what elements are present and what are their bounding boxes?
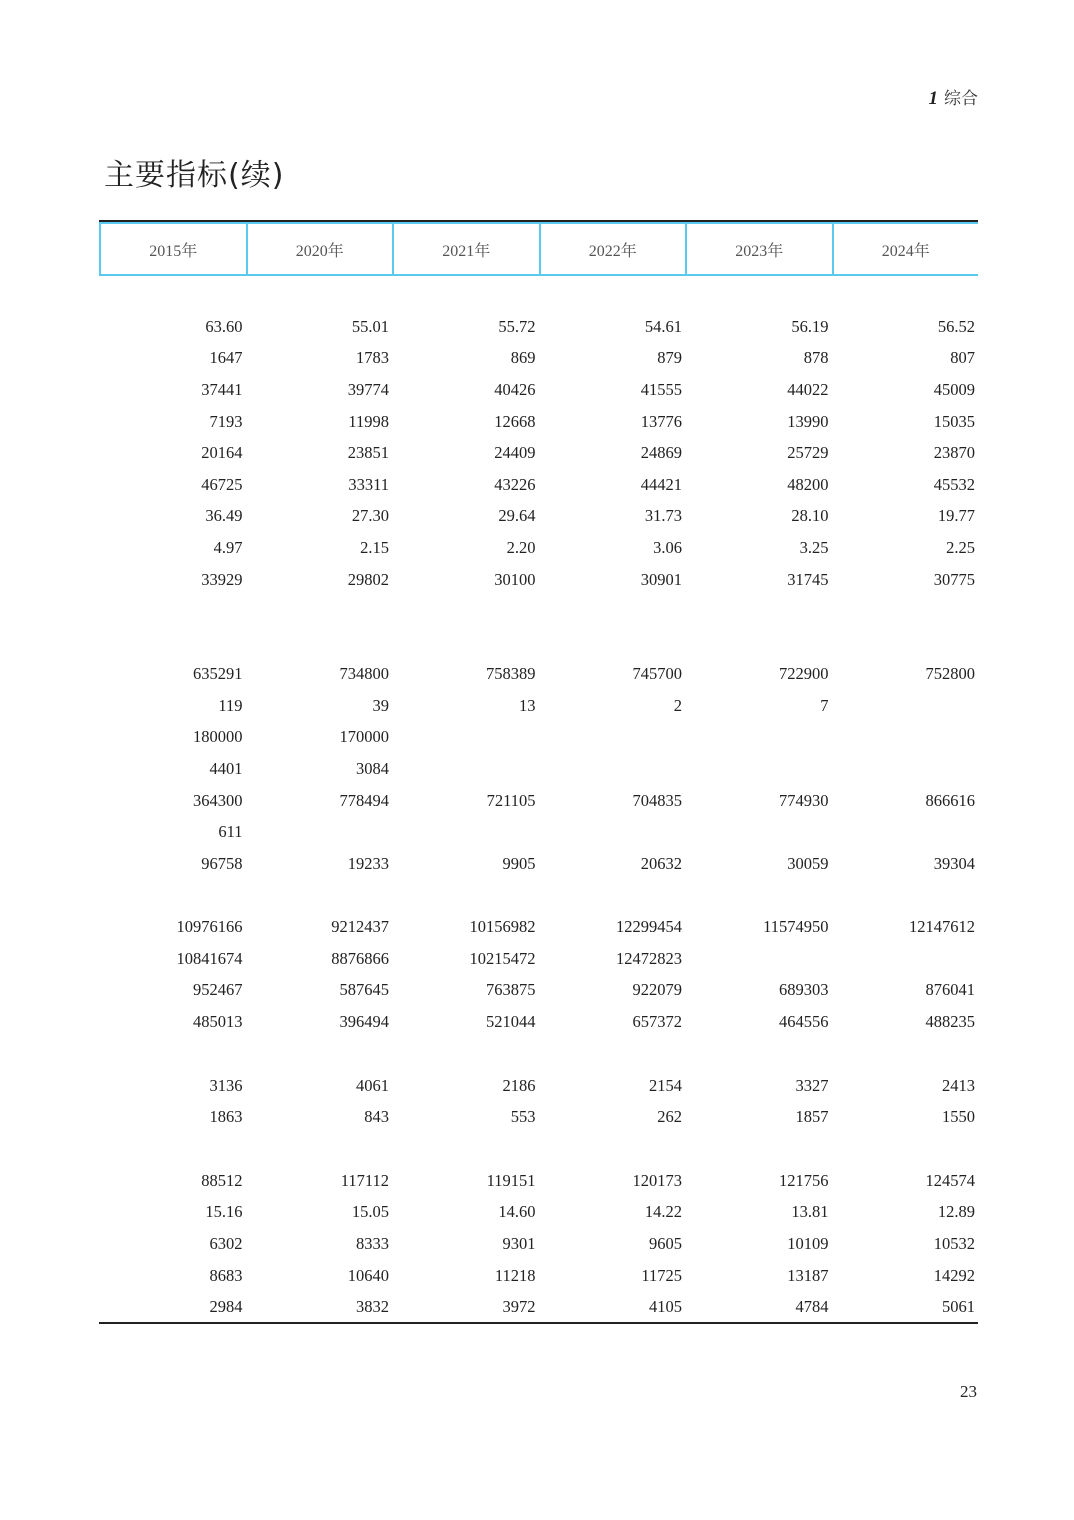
table-cell: 8333: [356, 1234, 389, 1254]
table-row: [99, 912, 978, 944]
table-cell: 31745: [787, 569, 829, 589]
table-cell: 15.16: [205, 1202, 243, 1222]
table-row: [99, 658, 978, 690]
table-cell: 262: [657, 1107, 682, 1127]
table-cell: 2186: [502, 1075, 536, 1095]
table-cell: 587645: [339, 980, 389, 1000]
table-cell: 689303: [779, 980, 829, 1000]
table-cell: 6302: [209, 1234, 243, 1254]
page-number: 23: [960, 1382, 977, 1401]
table-cell: 14292: [933, 1265, 975, 1285]
table-cell: 1647: [209, 348, 243, 368]
table-cell: 2.15: [360, 537, 389, 557]
table-row: [99, 564, 978, 596]
table-cell: 88512: [201, 1170, 243, 1190]
table-cell: 2.25: [946, 537, 975, 557]
page-title: 主要指标(续): [104, 158, 285, 193]
table-cell: 20632: [640, 853, 682, 873]
table-cell: 745700: [632, 664, 682, 684]
table-cell: 464556: [779, 1012, 829, 1032]
table-row: [99, 406, 978, 438]
table-cell: 843: [364, 1107, 389, 1127]
table-cell: 4061: [356, 1075, 389, 1095]
table-cell: 12147612: [909, 917, 975, 937]
row-group: [99, 1133, 978, 1323]
column-header: 2024年: [833, 222, 979, 276]
table-cell: 866616: [925, 790, 975, 810]
row-group: [99, 595, 978, 879]
table-cell: 1550: [942, 1107, 975, 1127]
column-header: 2021年: [393, 222, 540, 276]
table-cell: 9301: [502, 1234, 536, 1254]
table-cell: 4401: [209, 758, 243, 778]
table-cell: 3.25: [799, 537, 829, 557]
table-cell: 27.30: [351, 506, 389, 526]
table-cell: 4.97: [213, 537, 243, 557]
table-cell: 2: [673, 695, 682, 715]
table-cell: 19233: [347, 853, 389, 873]
table-cell: 12472823: [616, 948, 682, 968]
table-cell: 55.01: [351, 316, 389, 336]
table-cell: 63.60: [205, 316, 243, 336]
table-bottom-rule: [99, 1322, 978, 1324]
table-cell: 364300: [193, 790, 243, 810]
table-cell: 3832: [356, 1297, 389, 1317]
table-cell: 879: [657, 348, 682, 368]
table-cell: 19.77: [937, 506, 975, 526]
table-row: [99, 1197, 978, 1229]
table-cell: 15035: [933, 411, 975, 431]
table-cell: 1783: [356, 348, 389, 368]
column-header: 2022年: [540, 222, 687, 276]
table-row: [99, 690, 978, 722]
table-cell: 704835: [632, 790, 682, 810]
table-cell: 488235: [925, 1012, 975, 1032]
table-cell: 922079: [632, 980, 682, 1000]
table-cell: 180000: [193, 727, 243, 747]
table-cell: 23870: [933, 443, 975, 463]
table-cell: 44022: [787, 379, 829, 399]
table-cell: 734800: [339, 664, 389, 684]
table-cell: 807: [950, 348, 975, 368]
column-header: 2015年: [99, 222, 247, 276]
table-cell: 721105: [486, 790, 536, 810]
table-cell: 3972: [502, 1297, 536, 1317]
table-cell: 10841674: [176, 948, 243, 968]
table-cell: 29802: [347, 569, 389, 589]
table-cell: 9212437: [331, 917, 389, 937]
table-cell: 45532: [933, 474, 975, 494]
table-cell: 39: [372, 695, 389, 715]
table-row: [99, 437, 978, 469]
table-row: [99, 469, 978, 501]
table-row: [99, 753, 978, 785]
table-cell: 33929: [201, 569, 243, 589]
table-row: [99, 1260, 978, 1292]
table-cell: 12668: [494, 411, 536, 431]
table-cell: 8683: [209, 1265, 243, 1285]
table-cell: 3084: [356, 758, 389, 778]
table-cell: 12299454: [616, 917, 682, 937]
table-cell: 635291: [193, 664, 243, 684]
table-cell: 13: [519, 695, 536, 715]
table-cell: 30901: [640, 569, 682, 589]
table-cell: 14.60: [498, 1202, 536, 1222]
chapter-number: 1: [928, 88, 938, 109]
table-row: [99, 343, 978, 375]
table-cell: 758389: [486, 664, 536, 684]
table-cell: 7: [820, 695, 829, 715]
table-cell: 15.05: [351, 1202, 389, 1222]
table-cell: 96758: [201, 853, 243, 873]
table-cell: 13187: [787, 1265, 829, 1285]
table-cell: 2154: [649, 1075, 682, 1095]
table-cell: 553: [510, 1107, 536, 1127]
table-cell: 485013: [193, 1012, 243, 1032]
table-cell: 10215472: [469, 948, 536, 968]
table-row: [99, 943, 978, 975]
table-cell: 10156982: [469, 917, 536, 937]
table-cell: 48200: [787, 474, 829, 494]
table-cell: 170000: [339, 727, 389, 747]
table-row: [99, 1101, 978, 1133]
table-cell: 5061: [942, 1297, 975, 1317]
table-cell: 31.73: [644, 506, 682, 526]
table-cell: 521044: [486, 1012, 536, 1032]
table-cell: 119: [218, 695, 243, 715]
row-group: [99, 1038, 978, 1133]
table-cell: 119151: [486, 1170, 536, 1190]
table-cell: 33311: [348, 474, 389, 494]
table-cell: 13.81: [791, 1202, 829, 1222]
table-row: [99, 816, 978, 848]
table-cell: 54.61: [644, 316, 682, 336]
table-cell: 39304: [933, 853, 975, 873]
table-cell: 45009: [933, 379, 975, 399]
table-cell: 10640: [347, 1265, 389, 1285]
table-cell: 13990: [787, 411, 829, 431]
table-row: [99, 532, 978, 564]
table-row: [99, 1228, 978, 1260]
table-cell: 40426: [494, 379, 536, 399]
indicator-table: [99, 220, 978, 1323]
table-cell: 37441: [201, 379, 243, 399]
table-cell: 752800: [925, 664, 975, 684]
table-cell: 24869: [640, 443, 682, 463]
table-cell: 11574950: [763, 917, 829, 937]
table-cell: 10976166: [176, 917, 243, 937]
table-cell: 2.20: [506, 537, 536, 557]
table-row: [99, 311, 978, 343]
table-cell: 2984: [209, 1297, 243, 1317]
table-cell: 24409: [494, 443, 536, 463]
table-cell: 46725: [201, 474, 243, 494]
table-cell: 878: [803, 348, 829, 368]
table-cell: 13776: [640, 411, 682, 431]
chapter-header: [929, 84, 979, 110]
table-cell: 10109: [787, 1234, 829, 1254]
table-row: [99, 975, 978, 1007]
table-row: [99, 501, 978, 533]
table-cell: 20164: [201, 443, 243, 463]
table-cell: 11218: [494, 1265, 536, 1285]
table-row: [99, 785, 978, 817]
table-row: [99, 1291, 978, 1323]
column-header: 2020年: [247, 222, 394, 276]
table-cell: 9605: [649, 1234, 682, 1254]
table-cell: 1863: [209, 1107, 243, 1127]
table-row: [99, 1006, 978, 1038]
table-cell: 55.72: [498, 316, 536, 336]
table-cell: 44421: [640, 474, 682, 494]
table-cell: 9905: [502, 853, 536, 873]
table-cell: 121756: [779, 1170, 829, 1190]
table-row: [99, 848, 978, 880]
table-cell: 1857: [795, 1107, 829, 1127]
table-row: [99, 722, 978, 754]
table-cell: 30775: [933, 569, 975, 589]
table-body: [99, 276, 978, 1323]
table-cell: 43226: [494, 474, 536, 494]
table-cell: 2413: [942, 1075, 975, 1095]
table-cell: 30059: [787, 853, 829, 873]
table-cell: 28.10: [791, 506, 829, 526]
table-cell: 763875: [486, 980, 536, 1000]
table-cell: 778494: [339, 790, 389, 810]
table-row: [99, 1165, 978, 1197]
table-cell: 611: [218, 822, 243, 842]
table-cell: 14.22: [644, 1202, 682, 1222]
table-cell: 396494: [339, 1012, 389, 1032]
table-cell: 124574: [925, 1170, 975, 1190]
table-cell: 774930: [779, 790, 829, 810]
table-cell: 30100: [494, 569, 536, 589]
table-cell: 29.64: [498, 506, 536, 526]
table-cell: 56.52: [937, 316, 975, 336]
table-cell: 722900: [779, 664, 829, 684]
column-header: 2023年: [686, 222, 833, 276]
table-cell: 869: [510, 348, 536, 368]
table-header-row: [99, 220, 978, 276]
table-cell: 41555: [640, 379, 682, 399]
table-cell: 8876866: [331, 948, 389, 968]
table-cell: 120173: [632, 1170, 682, 1190]
table-cell: 3327: [795, 1075, 829, 1095]
table-cell: 23851: [347, 443, 389, 463]
table-cell: 11998: [348, 411, 389, 431]
table-cell: 876041: [925, 980, 975, 1000]
table-cell: 117112: [340, 1170, 389, 1190]
table-cell: 12.89: [937, 1202, 975, 1222]
table-cell: 56.19: [791, 316, 829, 336]
table-cell: 4784: [795, 1297, 829, 1317]
table-cell: 11725: [641, 1265, 682, 1285]
row-group: [99, 276, 978, 595]
table-cell: 25729: [787, 443, 829, 463]
table-cell: 657372: [632, 1012, 682, 1032]
table-cell: 4105: [649, 1297, 682, 1317]
table-cell: 952467: [193, 980, 243, 1000]
table-cell: 3136: [209, 1075, 243, 1095]
row-group: [99, 880, 978, 1038]
table-cell: 3.06: [653, 537, 682, 557]
chapter-title: 综合: [944, 89, 978, 109]
table-row: [99, 1070, 978, 1102]
table-cell: 39774: [347, 379, 389, 399]
table-cell: 10532: [933, 1234, 975, 1254]
table-cell: 36.49: [205, 506, 243, 526]
table-cell: 7193: [209, 411, 243, 431]
table-row: [99, 374, 978, 406]
